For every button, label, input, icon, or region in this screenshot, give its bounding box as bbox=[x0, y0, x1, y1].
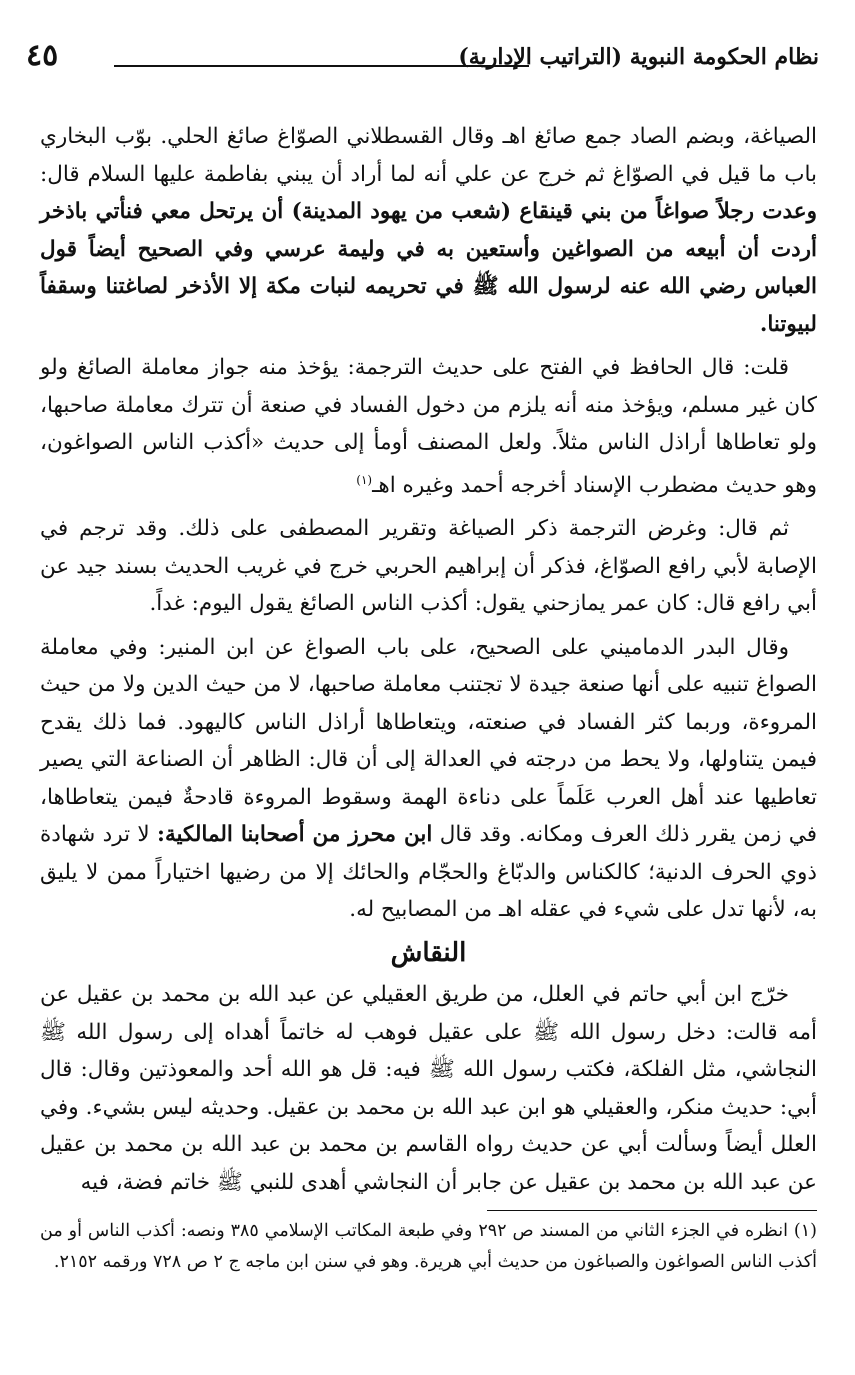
paragraph-1-text: الصياغة، وبضم الصاد جمع صائغ اهـ وقال القسطلاني الصوّاغ صائغ الحلي. بوّب البخاري باب ما قيل في الصوّاغ ثم خرج عن علي أنه لما أراد أن يبني بفاطمة عليها السلام قال: bbox=[40, 124, 817, 187]
paragraph-4-text-a: وقال البدر الدماميني على الصحيح، على باب الصواغ عن ابن المنير: وفي معاملة الصواغ تنبيه على أنها صنعة جيدة لا تجتنب معاملة صاحبها، لا من حيث الدين ولا من حيث المروءة، وربما كثر الفساد في صنعته، ويتعاطاها أراذل الناس كاليهود. فما ذلك يقدح فيمن يتناولها، ولا يحط من درجته في العدالة إلى أن قال: الظاهر أن الصناعة التي يصير تعاطيها عند أهل العرب عَلَماً على دناءة الهمة وسقوط المروءة قادحةٌ فيمن يتعاطاها، في زمن يقرر ذلك العرف ومكانه. وقد قال bbox=[40, 634, 817, 848]
footnote: (١) انظره في الجزء الثاني من المسند ص ٢٩٢ وفي طبعة المكاتب الإسلامي ٣٨٥ ونصه: أكذب الناس أو من أكذب الناس الصواغون والصباغون من حديث أبي هريرة. وهو في سنن ابن ماجه ج ٢ ص ٧٢٨ ورقمه ٢١٥٢. bbox=[40, 1221, 817, 1272]
paragraph-3: ثم قال: وغرض الترجمة ذكر الصياغة وتقرير المصطفى على ذلك. وقد ترجم في الإصابة لأبي رافع الصوّاغ، فذكر أن إبراهيم الحربي خرج في غريب الحديث بسند جيد عن أبي رافع قال: كان عمر يمازحني يقول: أكذب الناس الصائغ يقول اليوم: غداً. bbox=[40, 516, 817, 617]
section-heading: النقاش bbox=[390, 937, 467, 968]
paragraph-4-bold: ابن محرز من أصحابنا المالكية: bbox=[157, 822, 433, 848]
paragraph-4-text-c: لا ترد شهادة ذوي الحرف الدنية؛ كالكناس والدبّاغ والحجّام والحائك إلا من رضيها اختياراً ممن لا يليق به، لأنها تدل على شيء في عقله اهـ من المصابيح له. bbox=[40, 822, 817, 923]
running-header bbox=[26, 38, 819, 80]
paragraph-1-quote: وعدت رجلاً صواغاً من بني قينقاع (شعب من يهود المدينة) أن يرتحل معي فنأتي باذخر أردت أن أبيعه من الصواغين وأستعين به في وليمة عرسي وفي الصحيح أيضاً قول العباس رضي الله عنه لرسول الله ﷺ في تحريمه لنبات مكة إلا الأذخر لصاغتنا وسقفاً لبيوتنا. bbox=[40, 199, 817, 337]
paragraph-4 bbox=[40, 629, 817, 929]
paragraph-2 bbox=[40, 349, 817, 504]
header-rule bbox=[114, 65, 529, 67]
paragraph-5: خرّج ابن أبي حاتم في العلل، من طريق العقيلي عن عبد الله بن محمد بن عقيل عن أمه قالت: دخل رسول الله ﷺ على عقيل فوهب له خاتماً أهداه إلى رسول الله ﷺ النجاشي، مثل الفلكة، فكتب رسول الله ﷺ فيه: قل هو الله أحد والمعوذتين وقال: قال أبي: حديث منكر، والعقيلي هو ابن عبد الله بن محمد بن عقيل. وحديثه ليس بشيء. وفي العلل أيضاً وسألت أبي عن حديث رواه القاسم بن محمد بن عبد الله بن محمد بن عقيل عن عبد الله بن محمد بن عقيل عن جابر أن النجاشي أهدى للنبي ﷺ خاتم فضة، فيه bbox=[40, 982, 818, 1195]
main-text bbox=[40, 118, 817, 1207]
footnote-ref[interactable]: (١) bbox=[356, 472, 373, 487]
paragraph-2-text: قلت: قال الحافظ في الفتح على حديث الترجمة: يؤخذ منه جواز معاملة الصائغ ولو كان غير مسلم، ويؤخذ منه أنه يلزم من دخول الفساد في صنعة أن تترك معاملة صاحبها، ولو تعاطاها أراذل الناس مثلاً. ولعل المصنف أومأ إلى حديث «أكذب الناس الصواغون، وهو حديث مضطرب الإسناد أخرجه أحمد وغيره اهـ bbox=[40, 355, 817, 498]
paragraph-1 bbox=[40, 118, 817, 343]
running-title: نظام الحكومة النبوية (التراتيب الإدارية) bbox=[458, 44, 819, 70]
page-number: ٤٥ bbox=[26, 38, 59, 73]
footnote-rule bbox=[487, 1210, 817, 1211]
